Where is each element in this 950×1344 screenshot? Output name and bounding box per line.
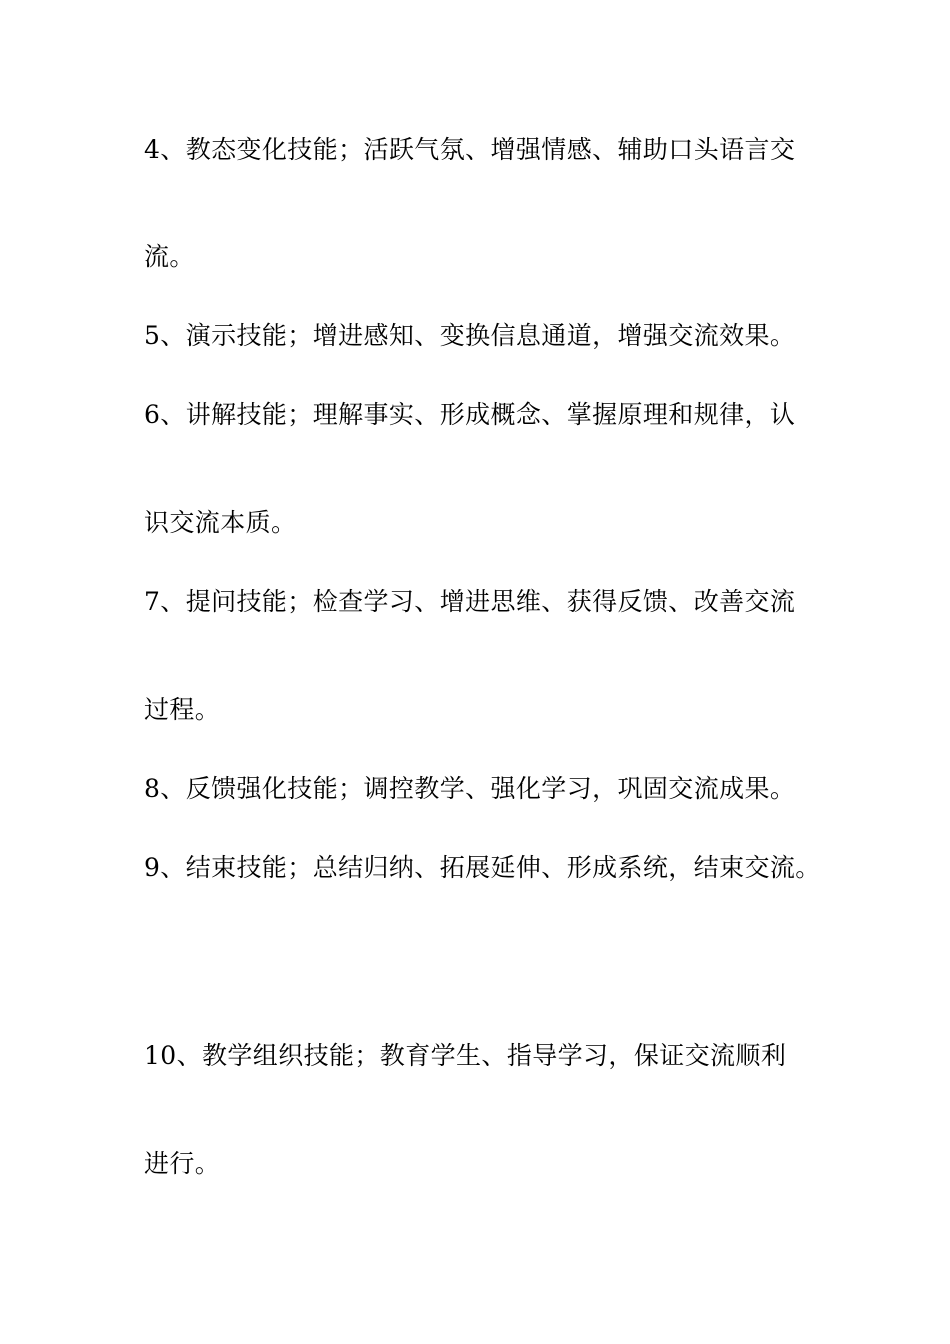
item-8-line: 8、反馈强化技能；调控教学、强化学习，巩固交流成果。	[144, 774, 796, 803]
item-5-line: 5、演示技能；增进感知、变换信息通道，增强交流效果。	[144, 321, 796, 350]
item-9-line: 9、结束技能；总结归纳、拓展延伸、形成系统，结束交流。	[144, 853, 821, 882]
item-7-line-1: 7、提问技能；检查学习、增进思维、获得反馈、改善交流	[144, 587, 796, 616]
item-6-line-1: 6、讲解技能；理解事实、形成概念、掌握原理和规律，认	[144, 400, 796, 429]
item-10-line-1: 10、教学组织技能；教育学生、指导学习，保证交流顺利	[144, 1041, 787, 1070]
item-4-line-1: 4、教态变化技能；活跃气氛、增强情感、辅助口头语言交	[144, 135, 796, 164]
item-7-line-2: 过程。	[144, 695, 221, 724]
item-10-line-2: 进行。	[144, 1149, 221, 1178]
item-6-line-2: 识交流本质。	[144, 508, 297, 537]
item-4-line-2: 流。	[144, 242, 195, 271]
